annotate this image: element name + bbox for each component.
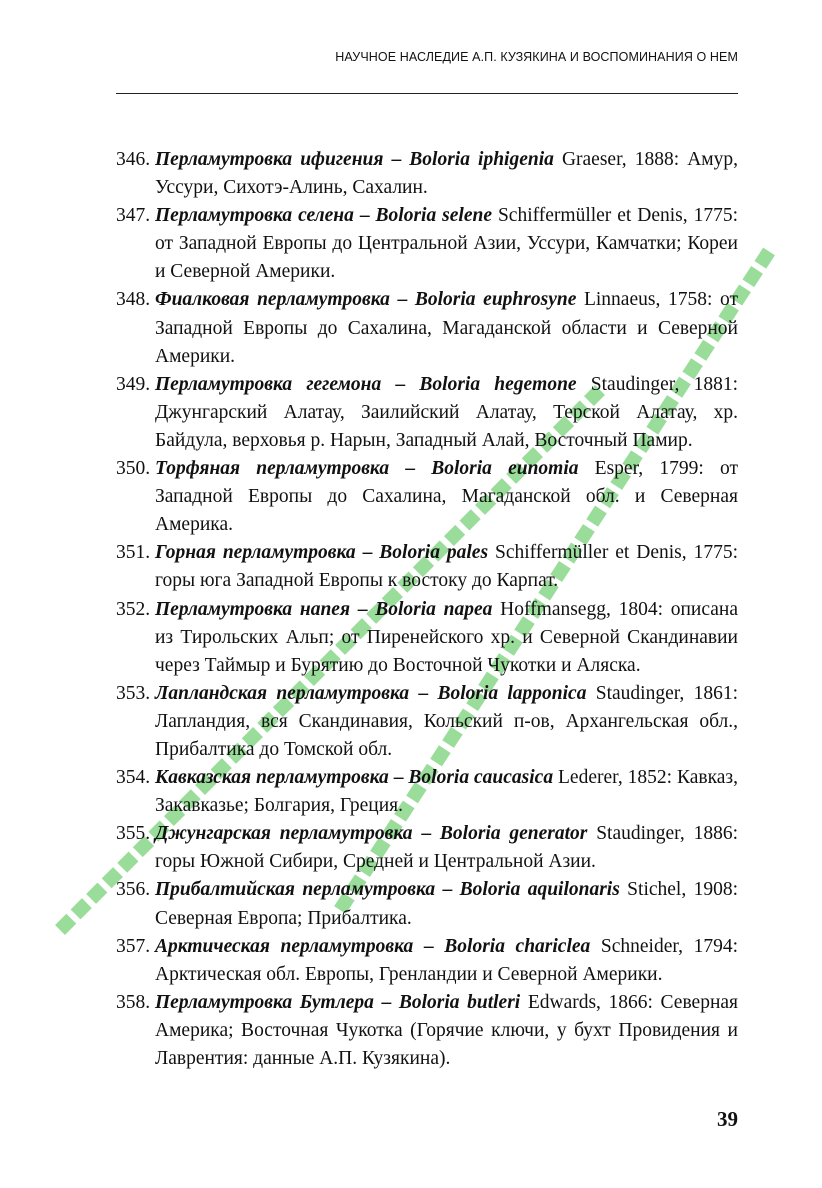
- entry-description: Staudinger, 1886: горы Южной Сибири, Средней и Центральной Азии.: [155, 823, 738, 873]
- entry-description: Staudinger, 1861: Лапландия, вся Скандинавия, Кольский п-ов, Архангельская обл., Прибалтика до Томской обл.: [155, 682, 738, 760]
- russian-name: Горная перламутровка: [155, 542, 356, 564]
- russian-name: Кавказская перламутровка: [155, 767, 389, 789]
- species-entry: [116, 820, 738, 876]
- header-divider: [116, 93, 738, 94]
- latin-name: Boloria butleri: [398, 991, 521, 1013]
- entry-number: 353.: [116, 682, 151, 704]
- entry-description: Edwards, 1866: Северная Америка; Восточная Чукотка (Горячие ключи, у бухт Провидения и Лаврентия: данные А.П. Кузякина).: [155, 991, 739, 1069]
- latin-name: Boloria lapponica: [437, 682, 587, 704]
- species-list: [116, 146, 738, 1073]
- species-entry: [116, 933, 738, 989]
- species-entry: [116, 455, 738, 539]
- latin-name: Boloria pales: [379, 542, 489, 564]
- name-separator: –: [413, 935, 445, 957]
- species-entry: [116, 146, 738, 202]
- name-separator: –: [409, 682, 438, 704]
- entry-number: 350.: [116, 458, 151, 480]
- page-number: 39: [717, 1107, 738, 1131]
- latin-name: Boloria iphigenia: [409, 149, 554, 170]
- russian-name: Джунгарская перламутровка: [155, 823, 413, 845]
- name-separator: –: [383, 149, 410, 170]
- entry-number: 357.: [116, 935, 151, 957]
- entry-number: 354.: [116, 767, 151, 789]
- russian-name: Перламутровка ифигения: [155, 149, 384, 170]
- entry-number: 358.: [116, 991, 151, 1013]
- name-separator: –: [355, 542, 380, 564]
- latin-name: Boloria aquilonaris: [459, 879, 620, 901]
- latin-name: Boloria generator: [439, 823, 588, 845]
- entry-description: Hoffmansegg, 1804: описана из Тирольских Альп; от Пиренейского хр. и Северной Скандинавии через Таймыр и Бурятию до Восточной Чукотки и Аляска.: [155, 598, 739, 676]
- name-separator: –: [350, 598, 376, 620]
- latin-name: Boloria selene: [375, 205, 492, 227]
- species-entry: [116, 876, 738, 932]
- name-separator: –: [373, 991, 399, 1013]
- running-header: НАУЧНОЕ НАСЛЕДИЕ А.П. КУЗЯКИНА И ВОСПОМИНАНИЯ О НЕМ: [335, 50, 738, 64]
- entry-number: 349.: [116, 373, 151, 395]
- name-separator: –: [412, 823, 440, 845]
- entry-number: 356.: [116, 879, 151, 901]
- name-separator: –: [389, 458, 432, 480]
- entry-number: 355.: [116, 823, 151, 845]
- entry-number: 346.: [116, 149, 151, 170]
- name-separator: –: [389, 289, 415, 311]
- russian-name: Прибалтийская перламутровка: [155, 879, 436, 901]
- entry-description: Esper, 1799: от Западной Европы до Сахалина, Магаданской обл. и Северная Америка.: [155, 458, 738, 536]
- entry-description: Schneider, 1794: Арктическая обл. Европы, Гренландии и Северной Америки.: [155, 935, 738, 985]
- russian-name: Фиалковая перламутровка: [155, 289, 390, 311]
- species-entry: [116, 596, 738, 680]
- latin-name: Boloria hegemone: [419, 373, 577, 395]
- species-entry: [116, 989, 738, 1073]
- entry-description: Linnaeus, 1758: от Западной Европы до Сахалина, Магаданской области и Северной Америки.: [155, 289, 739, 367]
- species-entry: [116, 764, 738, 820]
- name-separator: –: [381, 373, 420, 395]
- latin-name: Boloria caucasica: [408, 767, 554, 789]
- russian-name: Перламутровка напея: [155, 598, 350, 620]
- latin-name: Boloria eunomia: [431, 458, 579, 480]
- species-entry: [116, 539, 738, 595]
- entry-description: Graeser, 1888: Амур, Уссури, Сихотэ-Алинь, Сахалин.: [155, 149, 739, 199]
- entry-description: Schiffermüller et Denis, 1775: горы юга Западной Европы к востоку до Карпат.: [155, 542, 739, 592]
- entry-description: Schiffermüller et Denis, 1775: от Западной Европы до Центральной Азии, Уссури, Камчатки; Кореи и Северной Америки.: [155, 205, 739, 283]
- entry-description: Staudinger, 1881: Джунгарский Алатау, Заилийский Алатау, Терской Алатау, хр. Байдула, верховья р. Нарын, Западный Алай, Восточный Памир.: [155, 373, 738, 451]
- russian-name: Перламутровка Бутлера: [155, 991, 374, 1013]
- entry-number: 347.: [116, 205, 151, 227]
- name-separator: –: [353, 205, 376, 227]
- russian-name: Перламутровка селена: [155, 205, 354, 227]
- entry-number: 351.: [116, 542, 151, 564]
- species-entry: [116, 680, 738, 764]
- entry-description: Stichel, 1908: Северная Европа; Прибалтика.: [155, 879, 739, 929]
- name-separator: –: [435, 879, 460, 901]
- latin-name: Boloria euphrosyne: [414, 289, 577, 311]
- latin-name: Boloria chariclea: [444, 935, 591, 957]
- russian-name: Арктическая перламутровка: [155, 935, 414, 957]
- entry-number: 352.: [116, 598, 151, 620]
- species-entry: [116, 286, 738, 370]
- entry-description: Lederer, 1852: Кавказ, Закавказье; Болгария, Греция.: [155, 767, 739, 817]
- latin-name: Boloria napea: [375, 598, 493, 620]
- species-entry: [116, 202, 738, 286]
- russian-name: Торфяная перламутровка: [155, 458, 390, 480]
- russian-name: Перламутровка гегемона: [155, 373, 382, 395]
- species-entry: [116, 371, 738, 455]
- entry-number: 348.: [116, 289, 151, 311]
- name-separator: –: [388, 767, 409, 789]
- russian-name: Лапландская перламутровка: [155, 682, 410, 704]
